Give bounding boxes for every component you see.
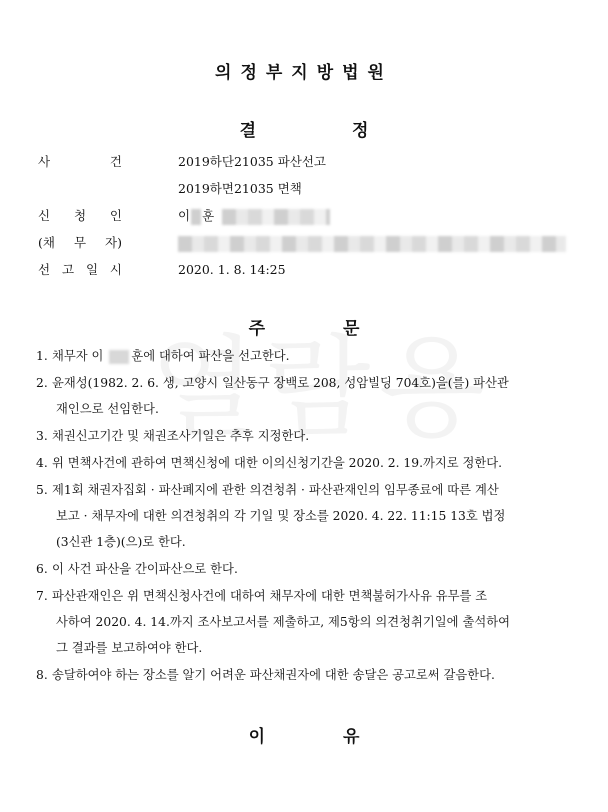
order-line: 파산관재인은 위 면책신청사건에 대하여 채무자에 대한 면책불허가사유 유무를 조 [52,589,488,603]
case-label: 사 건 [38,154,122,169]
applicant-value [178,206,330,226]
order-number: 2. [36,376,48,390]
order-number: 7. [36,589,48,603]
order-number: 8. [36,668,48,682]
order-text: 채무자 이 [52,349,108,363]
order-number: 1. [36,349,48,363]
document-title-left: 결 [239,121,257,141]
reason-heading [0,722,608,747]
order-line: 송달하여야 하는 장소를 알기 어려운 파산채권자에 대한 송달은 공고로써 갈음한다. [52,668,495,682]
order-line: 채권신고기간 및 채권조사기일은 추후 지정한다. [52,429,310,443]
order-number: 3. [36,429,48,443]
redaction-mask [109,350,129,364]
date-label: 선 고 일 시 [38,262,122,277]
order-number: 4. [36,456,48,470]
order-item-5 [36,477,576,555]
case-line-1: 2019하단21035 파산선고 [178,154,326,169]
order-item-7 [36,583,576,661]
order-item-3 [36,423,576,449]
reason-heading-right: 유 [342,727,360,747]
order-line: 보고 · 채무자에 대한 의견청취의 각 기일 및 장소를 2020. 4. 22. 11:15 13호 법정 [56,509,506,523]
debtor-value [178,233,566,253]
order-item-4 [36,450,576,476]
order-number: 5. [36,483,48,497]
order-heading-left: 주 [248,319,266,339]
order-item-6 [36,556,576,582]
debtor-label: (채 무 자) [38,235,122,250]
order-line: 그 결과를 보고하여야 한다. [56,641,203,655]
redaction-mask [178,236,566,252]
court-name: 의정부지방법원 [215,63,393,83]
order-list [36,343,576,689]
order-number: 6. [36,562,48,576]
order-heading-right: 문 [342,319,360,339]
order-item-2 [36,370,576,422]
order-line: 위 면책사건에 관하여 면책신청에 대한 이의신청기간을 2020. 2. 19.까지로 정한다. [52,456,503,470]
order-line [36,343,576,369]
case-line-2: 2019하면21035 면책 [178,181,302,196]
order-line: 이 사건 파산을 간이파산으로 한다. [52,562,238,576]
order-text: 훈에 대하여 파산을 선고한다. [131,349,290,363]
applicant-name-suffix: 훈 [202,208,215,223]
redaction-mask [222,209,330,225]
document-title-right: 정 [351,121,369,141]
order-heading [0,314,608,339]
order-line: 재인으로 선임한다. [56,402,159,416]
applicant-name-prefix: 이 [178,208,191,223]
document-title [0,116,608,141]
redaction-mask [191,209,201,225]
date-value: 2020. 1. 8. 14:25 [178,262,286,277]
order-item-8 [36,662,576,688]
order-line: (3신관 1층)(으)로 한다. [56,535,186,549]
order-item-1 [36,343,576,369]
order-line: 사하여 2020. 4. 14.까지 조사보고서를 제출하고, 제5항의 의견청취기일에 출석하여 [56,615,510,629]
applicant-label: 신 청 인 [38,208,122,223]
reason-heading-left: 이 [248,727,266,747]
order-line: 윤재성(1982. 2. 6. 생, 고양시 일산동구 장백로 208, 성암빌딩 704호)을(를) 파산관 [52,376,509,390]
order-line: 제1회 채권자집회 · 파산폐지에 관한 의견청취 · 파산관재인의 임무종료에 따른 계산 [52,483,499,497]
